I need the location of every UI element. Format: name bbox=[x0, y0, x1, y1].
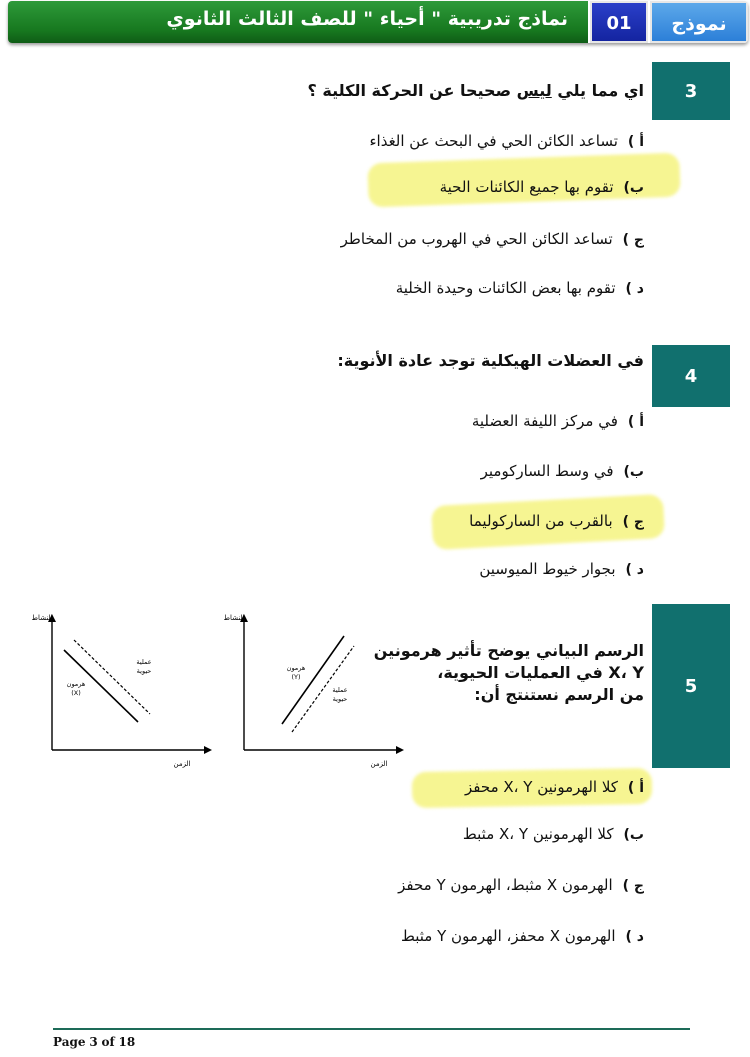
footer-of-word: of bbox=[101, 1035, 115, 1049]
question-text-underlined: ليس bbox=[516, 81, 552, 100]
answer-option[interactable] bbox=[369, 132, 644, 150]
x-axis-label: الزمن bbox=[370, 760, 388, 768]
option-text: في وسط الساركومير bbox=[480, 462, 614, 480]
x-axis-label: الزمن bbox=[173, 760, 191, 768]
option-text: بجوار خيوط الميوسين bbox=[479, 560, 616, 578]
option-letter: د ) bbox=[625, 929, 644, 945]
option-letter: ب) bbox=[623, 180, 644, 196]
hormone-id: (Y) bbox=[291, 673, 301, 681]
answer-option[interactable] bbox=[465, 778, 644, 796]
y-axis-label: النشاط bbox=[223, 614, 245, 622]
question-text-part: صحيحا عن الحركة الكلية ؟ bbox=[307, 81, 517, 100]
question-line: الرسم البياني يوضح تأثير هرمونين bbox=[373, 641, 644, 660]
answer-option[interactable] bbox=[463, 825, 644, 843]
answer-option[interactable] bbox=[396, 279, 644, 297]
answer-option[interactable] bbox=[472, 412, 644, 430]
graph-hormone-y bbox=[214, 610, 410, 770]
option-text: الهرمون X محفز، الهرمون Y مثبط bbox=[401, 927, 616, 945]
option-letter: د ) bbox=[625, 281, 644, 297]
answer-option[interactable] bbox=[398, 876, 644, 894]
question-text-part: اي مما يلي bbox=[551, 81, 644, 100]
answer-option[interactable] bbox=[341, 230, 644, 248]
question-text: في العضلات الهيكلية توجد عادة الأنوية: bbox=[337, 351, 644, 370]
y-axis-label: النشاط bbox=[31, 614, 53, 622]
option-letter: د ) bbox=[625, 562, 644, 578]
header-title: نماذج تدريبية " أحياء " للصف الثالث الثانوي bbox=[166, 8, 568, 30]
option-letter: أ ) bbox=[627, 134, 644, 150]
question-text bbox=[144, 80, 644, 102]
option-text: تساعد الكائن الحي في الهروب من المخاطر bbox=[340, 230, 613, 248]
hormone-label: هرمون bbox=[286, 664, 306, 672]
footer-divider bbox=[53, 1028, 690, 1030]
option-text: كلا الهرمونين X، Y محفز bbox=[465, 778, 618, 796]
answer-option[interactable] bbox=[401, 927, 644, 945]
answer-option[interactable] bbox=[469, 512, 644, 530]
option-text: تقوم بها بعض الكائنات وحيدة الخلية bbox=[395, 279, 616, 297]
option-text: تقوم بها جميع الكائنات الحية bbox=[439, 178, 614, 196]
process-label: عملية bbox=[332, 686, 348, 694]
question-number-box bbox=[652, 345, 730, 407]
model-number: 01 bbox=[590, 1, 648, 43]
question-line: من الرسم نستنتج أن: bbox=[474, 685, 644, 704]
answer-option[interactable] bbox=[479, 560, 644, 578]
answer-option[interactable] bbox=[440, 178, 644, 196]
option-letter: أ ) bbox=[627, 414, 644, 430]
footer-page-current: 3 bbox=[89, 1035, 98, 1049]
option-text: كلا الهرمونين X، Y مثبط bbox=[462, 825, 614, 843]
footer-page-total: 18 bbox=[118, 1035, 136, 1049]
option-text: الهرمون X مثبط، الهرمون Y محفز bbox=[398, 876, 613, 894]
question-number: 5 bbox=[684, 675, 698, 697]
hormone-id: (X) bbox=[71, 689, 81, 697]
option-letter: ج ) bbox=[622, 878, 644, 894]
option-text: تساعد الكائن الحي في البحث عن الغذاء bbox=[369, 132, 618, 150]
process-label: حيوية bbox=[136, 667, 152, 675]
hormone-label: هرمون bbox=[66, 680, 86, 688]
process-label: حيوية bbox=[332, 695, 348, 703]
footer-page-word: Page bbox=[53, 1035, 86, 1049]
page-footer bbox=[53, 1035, 135, 1049]
process-line bbox=[74, 640, 150, 714]
option-text: بالقرب من الساركوليما bbox=[469, 512, 613, 530]
question-number: 3 bbox=[684, 80, 698, 102]
option-letter: ب) bbox=[623, 827, 644, 843]
page-header bbox=[8, 1, 748, 43]
question-number-box bbox=[652, 62, 730, 120]
header-title-bar bbox=[8, 1, 588, 43]
x-axis-arrow bbox=[396, 746, 404, 754]
option-letter: ب) bbox=[623, 464, 644, 480]
option-letter: ج ) bbox=[622, 232, 644, 248]
model-label: نموذج bbox=[650, 1, 748, 43]
question-number: 4 bbox=[684, 365, 698, 387]
option-letter: أ ) bbox=[627, 780, 644, 796]
graph-hormone-x bbox=[22, 610, 218, 770]
process-label: عملية bbox=[136, 658, 152, 666]
question-number-box bbox=[652, 604, 730, 768]
x-axis-arrow bbox=[204, 746, 212, 754]
option-text: في مركز الليفة العضلية bbox=[471, 412, 618, 430]
answer-option[interactable] bbox=[481, 462, 644, 480]
option-letter: ج ) bbox=[622, 514, 644, 530]
question-line: X، Y في العمليات الحيوية، bbox=[437, 663, 644, 682]
